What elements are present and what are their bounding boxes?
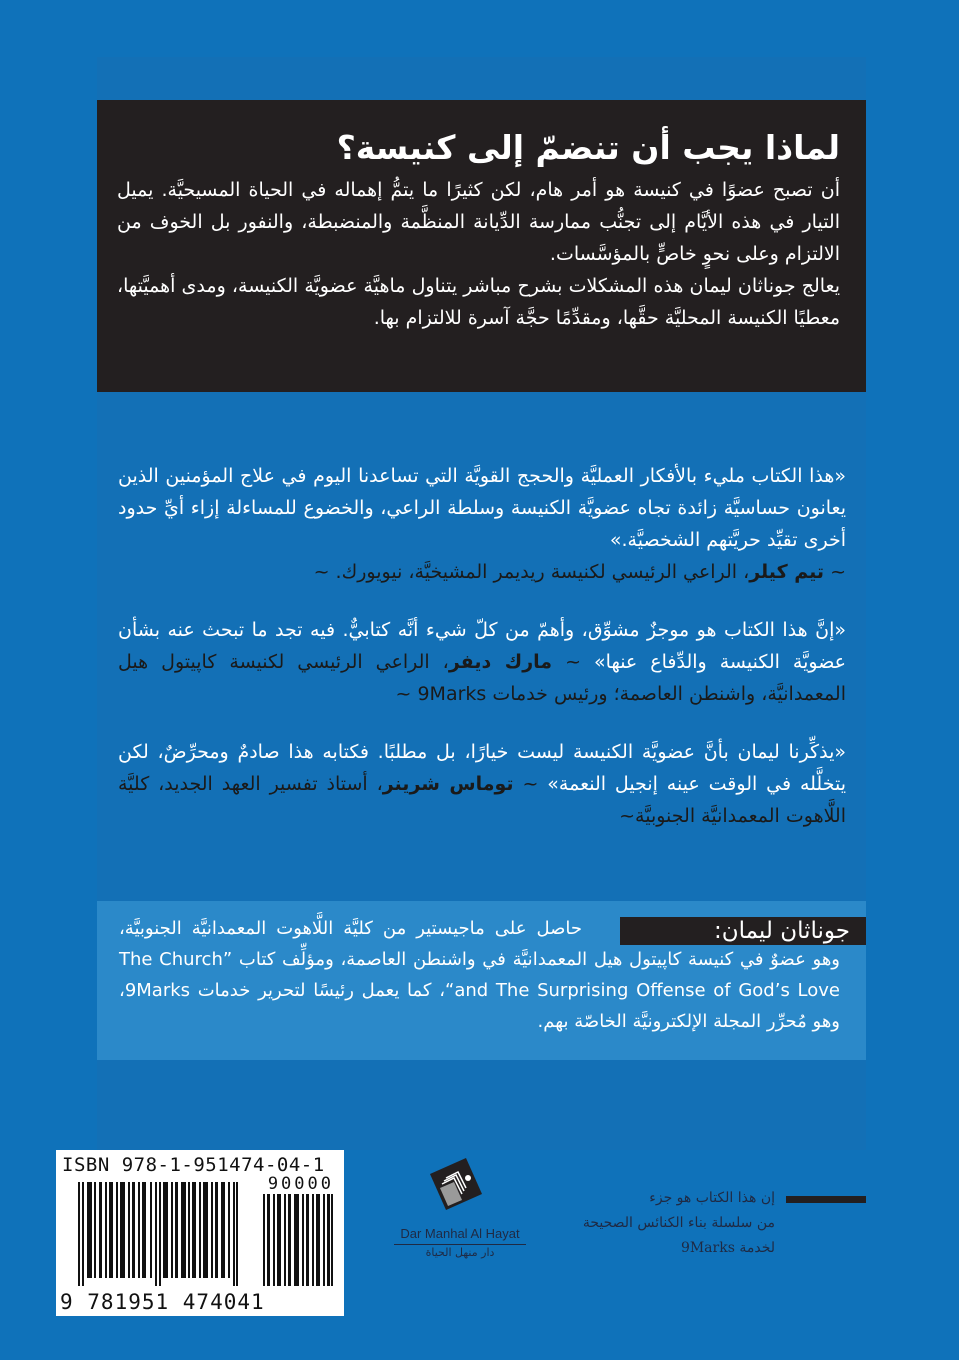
barcode-bars-icon [78,1182,238,1286]
endorsement-author: توماس شرينر [382,773,514,795]
tilde: ~ [552,651,595,673]
series-note-line: إن هذا الكتاب هو جزء [649,1190,775,1206]
tilde: ~ [313,561,336,583]
tilde: ~ [395,683,418,705]
series-note [535,1186,775,1261]
author-bio-content: حاصل على ماجيستير من كليَّة اللَّاهوت المعمدانيَّة الجنوبيَّة، وهو عضوٌ في كنيسة كاپيتول هيل المعمدانيَّة في واشنطن العاصمة، ومؤلِّف كتاب ”The Church and The Surprising Offense of God’s Love“، كما يعمل رئيسًا لتحرير خدمات 9Marks، وهو مُحرِّر المجلة الإلكترونيَّة الخاصّة بهم. [119,918,840,1032]
endorsement-author: مارك ديفر [448,651,553,673]
blurb-title: لماذا يجب أن تنضمّ إلى كنيسة؟ [336,128,840,167]
endorsement [118,736,846,832]
endorsement-role: ، الراعي الرئيسي لكنيسة كاپيتول هيل المعمدانيَّة، واشنطن العاصمة؛ ورئيس خدمات 9Marks [118,651,846,705]
endorsement-role: ، أستاذ تفسير العهد الجديد، كليَّة اللَّاهوت المعمدانيَّة الجنوبيَّة [118,773,846,827]
publisher-name-english: Dar Manhal Al Hayat [400,1226,520,1241]
tilde: ~ [513,773,548,795]
book-pages-logo-icon [424,1156,488,1220]
endorsement-quote: «يذكِّرنا ليمان بأنَّ عضويَّة الكنيسة ليست خيارًا، بل مطلبًا. فكتابه هذا صادمٌ ومحرِّضٌ، لكن يتخلَّله في الوقت عينه إنجيل النعمة» [118,741,847,795]
publisher-name-arabic: دار منهل الحياة [425,1246,495,1259]
blurb-paragraph-1: أن تصبح عضوًا في كنيسة هو أمر هام، لكن كثيرًا ما يتمُّ إهماله في الحياة المسيحيَّة. يميل التيار في هذه الأيَّام إلى تجنُّب ممارسة الدِّيانة المنظَّمة والمنضبطة، والنفور بل الخوف من الالتزام وعلى نحوٍ خاصٍّ بالمؤسَّسات. [117,179,840,265]
author-bio-box [97,901,866,1060]
endorsements [118,460,846,858]
blurb-paragraph-2: يعالج جوناثان ليمان هذه المشكلات بشرح مباشر يتناول ماهيَّة عضويَّة الكنيسة، ومدى أهميَّتها، معطيًا الكنيسة المحليَّة حقَّها، ومقدِّمًا حجَّة آسرة للالتزام بها. [117,275,840,329]
isbn-label: ISBN 978-1-951474-04-1 [62,1154,325,1176]
endorsement [118,614,846,710]
tilde: ~ [619,805,636,827]
barcode-addon-bars-icon [263,1194,333,1286]
tilde: ~ [824,561,846,583]
isbn-barcode [56,1150,344,1316]
endorsement-author: تيم كيلر [749,561,825,583]
blurb-box [97,100,866,392]
series-note-line: من سلسلة بناء الكنائس الصحيحة [582,1215,775,1231]
endorsement-quote: «إنَّ هذا الكتاب هو موجزٌ مشوِّق، وأهمّ من كلّ شيء أنَّه كتابيٌّ. فيه تجد ما تبحث عنه بشأن عضويَّة الكنيسة والدِّفاع عنها» [118,619,847,673]
price-code: 90000 [267,1174,334,1194]
endorsement-attribution [314,561,846,583]
ean-digits: 9 781951 474041 [60,1290,265,1314]
series-accent-bar [786,1196,866,1203]
author-name-label: جوناثان ليمان: [620,917,866,945]
author-bio-text [119,913,840,1037]
endorsement [118,460,846,588]
series-note-line: لخدمة 9Marks [680,1240,775,1256]
divider [394,1244,526,1245]
endorsement-role: ، الراعي الرئيسي لكنيسة ريديمر المشيخيَّة، نيويورك. [335,561,750,583]
endorsement-quote: «هذا الكتاب مليء بالأفكار العمليَّة والحجج القويَّة التي تساعدنا اليوم في علاج المؤمنين الذين يعانون حساسيَّة زائدة تجاه عضويَّة الكنيسة وسلطة الراعي، والخضوع للمساءلة إزاء أيِّ حدود أخرى تقيِّد حريَّتهم الشخصيَّة.» [118,465,846,551]
publisher-logo [392,1152,542,1272]
